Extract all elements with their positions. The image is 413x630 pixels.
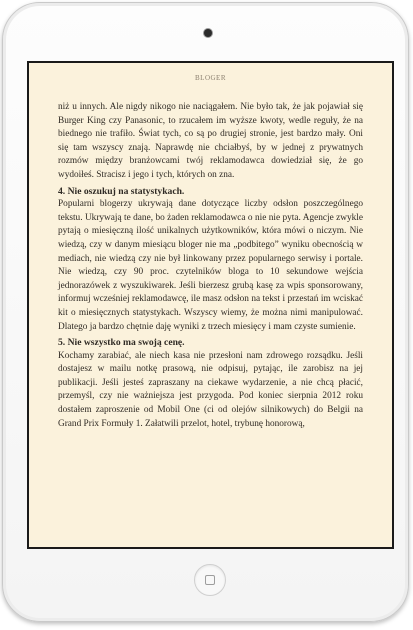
paragraph: Kochamy zarabiać, ale niech kasa nie przesłoni nam zdrowego rozsądku. Jeśli dostajesz w mailu notkę prasową, nie odpisuj, pytając, ile zarobisz na jej publikacji. Jeśli jesteś zapraszany na ciekawe wydarzenie, a nie chcą płacić, przemyśl, czy nie ważniejsza jest przygoda. Pod koniec sierpnia 2012 roku dostałem zaproszenie od Mobil One (ci od olejów silnikowych) do Belgii na Grand Prix Formuły 1. Załatwili przelot, hotel, trybunę honorową, — [58, 350, 363, 429]
camera-icon — [204, 29, 212, 37]
home-square-icon — [205, 575, 215, 585]
section-heading: 4. Nie oszukuj na statystykach. — [58, 185, 185, 197]
page-text — [58, 101, 363, 431]
ebook-page[interactable] — [29, 63, 392, 547]
paragraph: Popularni blogerzy ukrywają dane dotyczące liczby odsłon poszczególnego tekstu. Ukrywają te dane, bo żaden reklamodawca o nie nie pyta. Agencje zwykle pytają o miesięczną ilość unikalnych użytkowników, która mówi o niczym. Nie wiedzą, czy w danym miesiącu bloger nie ma „podbitego” wyniku obecnością w mediach, nie wiedzą czy nie był linkowany przez popularnego serwisy i portale. Nie wiedzą, czy 90 proc. czytelników bloga to 10 sekundowe wejścia jednorazówek z wyszukiwarek. Jeśli bierzesz grubą kasę za wpis sponsorowany, informuj wcześniej reklamodawcę, ile masz odsłon na tekst i przestań im wciskać kit o miesięcznych statystykach. Wszyscy wiemy, że można nimi manipulować. Dlatego ja bardzo chętnie daję wyniki z trzech miesięcy i mam czyste sumienie. — [58, 199, 363, 332]
screen — [27, 61, 394, 549]
running-header: BLOGER — [195, 74, 226, 82]
tablet-device — [2, 2, 409, 622]
home-button[interactable] — [194, 564, 226, 596]
section-heading: 5. Nie wszystko ma swoją cenę. — [58, 337, 185, 349]
paragraph: niż u innych. Ale nigdy nikogo nie naciągałem. Nie było tak, że jak pojawiał się Burger King czy Panasonic, to rzucałem im wyższe kwoty, wedle reguły, że na biednego nie trafiło. Świat tych, co są po drugiej stronie, jest bardzo mały. Oni się tam wszyscy znają. Naprawdę nie chciałbyś, by w jednej z prywatnych rozmów między branżowcami twój reklamodawca dowiedział się, że go wydoiłeś. Stracisz i jego i tych, których on zna. — [58, 102, 363, 180]
